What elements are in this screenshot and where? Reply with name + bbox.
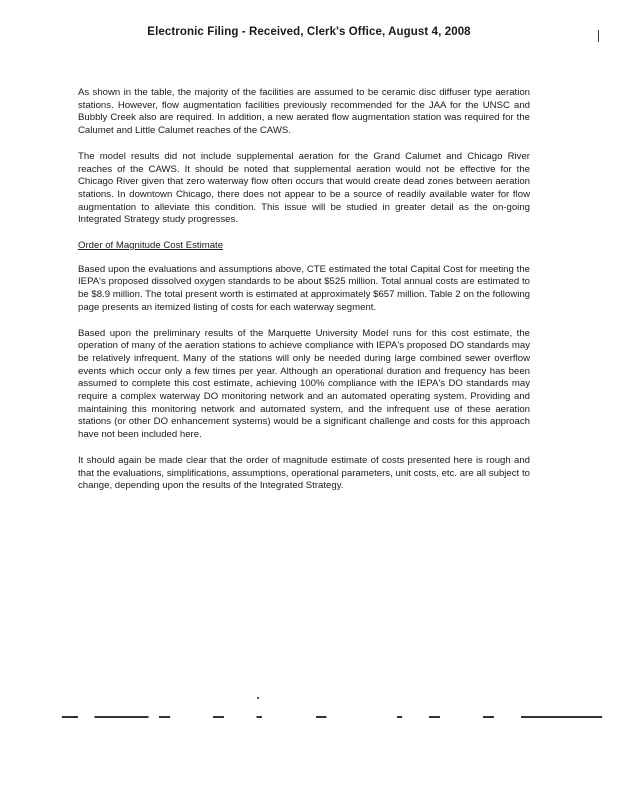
paragraph-capital-cost: Based upon the evaluations and assumptions above, CTE estimated the total Capital Cost for meeting the IEPA's proposed dissolved oxygen standards to be about $525 million. Total annual costs are estimated to be $8.9 million. The total present worth is estimated at approximately $657 million. Table 2 on the following page presents an itemized listing of costs for each waterway segment. <box>78 263 530 313</box>
section-heading-cost-estimate: Order of Magnitude Cost Estimate <box>78 240 224 252</box>
document-body <box>78 87 530 506</box>
paragraph-aeration-types: As shown in the table, the majority of the facilities are assumed to be ceramic disc diffuser type aeration stations. However, flow augmentation facilities previously recommended for the JAA for the UNSC and Bubbly Creek also are required. In addition, a new aerated flow augmentation station was required for the Calumet and Little Calumet reaches of the CAWS. <box>78 87 530 137</box>
paragraph-model-results: The model results did not include supplemental aeration for the Grand Calumet and Chicago River reaches of the CAWS. It should be noted that supplemental aeration would not be effective for the Chicago River given that zero waterway flow often occurs that would create dead zones between aeration stations. In downtown Chicago, there does not appear to be a source of readily available water for flow augmentation to alleviate this condition. This issue will be studied in greater detail as the on-going Integrated Strategy study progresses. <box>78 150 530 226</box>
scan-dot <box>257 697 259 699</box>
paragraph-operation: Based upon the preliminary results of the Marquette University Model runs for this cost estimate, the operation of many of the aeration stations to achieve compliance with IEPA's proposed DO standards may be relatively infrequent. Many of the stations will only be needed during large combined sewer overflow events which occur only a few times per year. Although an operational duration and frequency has been assumed to complete this cost estimate, achieving 100% compliance with the IEPA's DO standards may require a complex waterway DO monitoring network and an automated operating system. Providing and maintaining this monitoring network and automated system, and the infrequent use of these aeration stations (or other DO enhancement systems) would be a significant challenge and costs for this approach have not been included here. <box>78 327 530 441</box>
filing-header: Electronic Filing - Received, Clerk's Office, August 4, 2008 <box>147 26 471 38</box>
scan-edge-mark <box>598 30 599 42</box>
paragraph-disclaimer: It should again be made clear that the order of magnitude estimate of costs presented here is rough and that the evaluations, simplifications, assumptions, operational parameters, unit costs, etc. are all subject to change, depending upon the results of the Integrated Strategy. <box>78 454 530 492</box>
footer-rule <box>62 716 602 718</box>
